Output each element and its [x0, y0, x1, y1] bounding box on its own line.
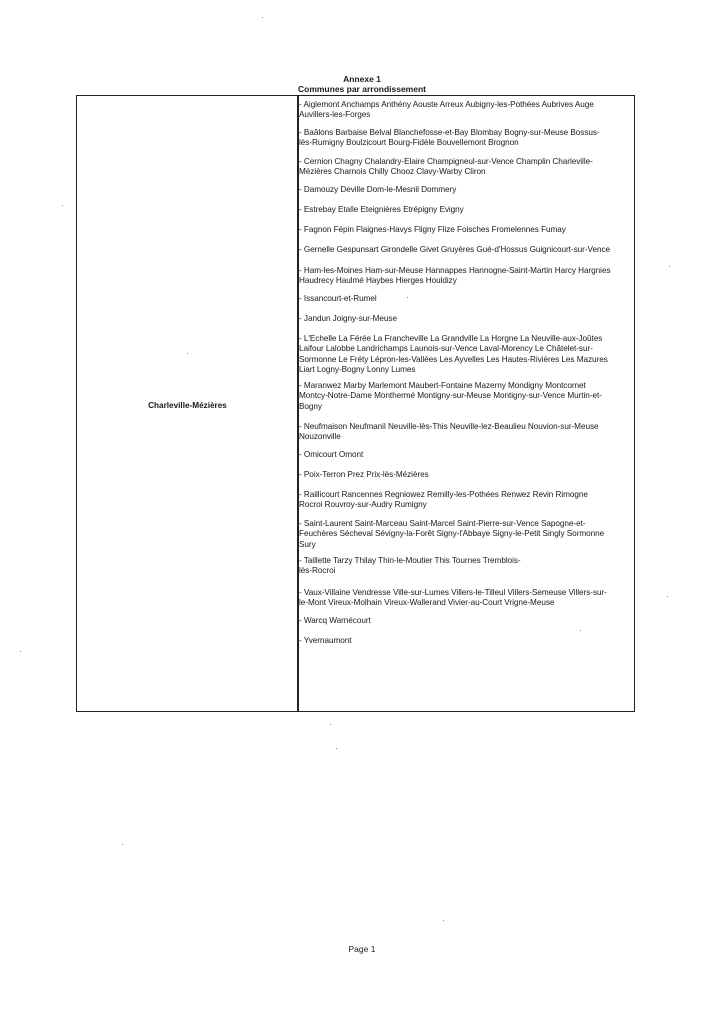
scan-speck: [669, 266, 670, 267]
commune-line: Liart Logny-Bogny Lonny Lumes: [299, 365, 416, 375]
commune-line: - Vaux-Villaine Vendresse Ville-sur-Lumes Villers-le-Tilleul Villers-Semeuse Villers-sur-: [299, 588, 607, 597]
commune-group: [299, 588, 634, 609]
page-number: Page 1: [348, 944, 376, 954]
commune-group: [299, 556, 634, 577]
scan-speck: [443, 920, 444, 921]
commune-group: [299, 128, 634, 149]
commune-group: [299, 490, 634, 511]
commune-line: - Maranwez Marby Marlemont Maubert-Fontaine Mazerny Mondigny Montcornet: [299, 381, 586, 390]
commune-group: [299, 100, 634, 121]
commune-line: Sury: [299, 539, 316, 549]
arrondissement-cell: [77, 96, 298, 711]
commune-group: [299, 519, 634, 550]
commune-line: lès-Rocroi: [299, 566, 336, 576]
commune-group: [299, 636, 634, 646]
commune-group: [299, 185, 634, 195]
commune-line: Rocroi Rouvroy-sur-Audry Rumigny: [299, 500, 427, 510]
document-subtitle: Communes par arrondissement: [297, 84, 426, 94]
scan-speck: [262, 17, 263, 18]
commune-line: - Raillicourt Rancennes Regniowez Remilly-les-Pothées Renwez Revin Rimogne: [299, 490, 588, 499]
commune-line: - Taillette Tarzy Thilay Thin-le-Moutier This Tournes Tremblois-: [299, 556, 521, 565]
commune-line: - Saint-Laurent Saint-Marceau Saint-Marcel Saint-Pierre-sur-Vence Sapogne-et-: [299, 519, 586, 528]
commune-line: - Baâlons Barbaise Belval Blanchefosse-et-Bay Blombay Bogny-sur-Meuse Bossus-: [299, 128, 600, 137]
commune-line: - Issancourt-et-Rumel: [299, 294, 377, 303]
communes-table: [76, 95, 635, 712]
commune-group: [299, 422, 634, 443]
commune-line: - Neufmaison Neufmanil Neuville-lès-This Neuville-lez-Beaulieu Nouvion-sur-Meuse: [299, 422, 599, 431]
commune-line: Bogny: [299, 401, 322, 411]
commune-line: - Ham-les-Moines Ham-sur-Meuse Hannappes Hannogne-Saint-Martin Harcy Hargnies: [299, 266, 611, 275]
commune-group: [299, 205, 634, 215]
commune-line: - Poix-Terron Prez Prix-lès-Mézières: [299, 470, 429, 479]
commune-line: - Damouzy Deville Dom-le-Mesnil Dommery: [299, 185, 457, 194]
scan-speck: [62, 205, 63, 206]
scan-speck: [336, 748, 337, 749]
arrondissement-name: Charleville-Mézières: [148, 401, 227, 410]
commune-line: - Aiglemont Anchamps Anthény Aouste Arreux Aubigny-les-Pothées Aubrives Auge: [299, 100, 594, 109]
commune-line: le-Mont Vireux-Molhain Vireux-Wallerand Vivier-au-Court Vrigne-Meuse: [299, 598, 555, 608]
commune-group: [299, 334, 634, 376]
scan-speck: [122, 844, 123, 845]
commune-line: - Yvernaumont: [299, 636, 352, 645]
commune-line: - Warcq Warnécourt: [299, 616, 371, 625]
commune-line: Auvillers-les-Forges: [299, 110, 371, 120]
commune-group: [299, 266, 634, 287]
commune-line: lès-Rumigny Boulzicourt Bourg-Fidèle Bouvellemont Brognon: [299, 138, 519, 148]
commune-group: [299, 381, 634, 412]
commune-group: [299, 157, 634, 178]
commune-line: - L'Echelle La Férée La Francheville La Grandville La Horgne La Neuville-aux-Joûtes: [299, 334, 603, 343]
commune-line: Feuchères Sécheval Sévigny-la-Forêt Signy-l'Abbaye Signy-le-Petit Singly Sormonne: [299, 529, 605, 539]
document-title: Annexe 1: [343, 74, 381, 84]
communes-cell: [298, 96, 635, 711]
scan-speck: [580, 630, 581, 631]
commune-line: - Cernion Chagny Chalandry-Elaire Champigneul-sur-Vence Champlin Charleville-: [299, 157, 593, 166]
commune-line: - Estrebay Etalle Eteignières Etrépigny Evigny: [299, 205, 464, 214]
commune-line: Sormonne Le Fréty Lépron-les-Vallées Les Ayvelles Les Hautes-Rivières Les Mazures: [299, 354, 608, 364]
commune-group: [299, 314, 634, 324]
commune-line: Haudrecy Haulmé Haybes Hierges Houldizy: [299, 276, 457, 286]
scan-speck: [187, 353, 188, 354]
commune-group: [299, 245, 634, 255]
commune-line: Nouzonville: [299, 432, 341, 442]
commune-line: Laifour Lalobbe Landrichamps Launois-sur-Vence Laval-Morency Le Châtelet-sur-: [299, 344, 593, 354]
scan-speck: [667, 596, 668, 597]
scan-speck: [20, 651, 21, 652]
commune-line: - Jandun Joigny-sur-Meuse: [299, 314, 397, 323]
commune-line: - Omicourt Omont: [299, 450, 364, 459]
commune-group: [299, 470, 634, 480]
commune-line: - Fagnon Fépin Flaignes-Havys Fligny Flize Foisches Fromelennes Fumay: [299, 225, 566, 234]
commune-group: [299, 616, 634, 626]
commune-group: [299, 450, 634, 460]
scan-speck: [407, 297, 408, 298]
commune-group: [299, 225, 634, 235]
commune-line: Mézières Charnois Chilly Chooz Clavy-Warby Cliron: [299, 167, 486, 177]
scan-speck: [330, 724, 331, 725]
commune-line: Montcy-Notre-Dame Monthermé Montigny-sur-Meuse Montigny-sur-Vence Murtin-et-: [299, 391, 602, 401]
commune-group: [299, 294, 634, 304]
commune-line: - Gernelle Gespunsart Girondelle Givet Gruyères Gué-d'Hossus Guignicourt-sur-Vence: [299, 245, 610, 254]
